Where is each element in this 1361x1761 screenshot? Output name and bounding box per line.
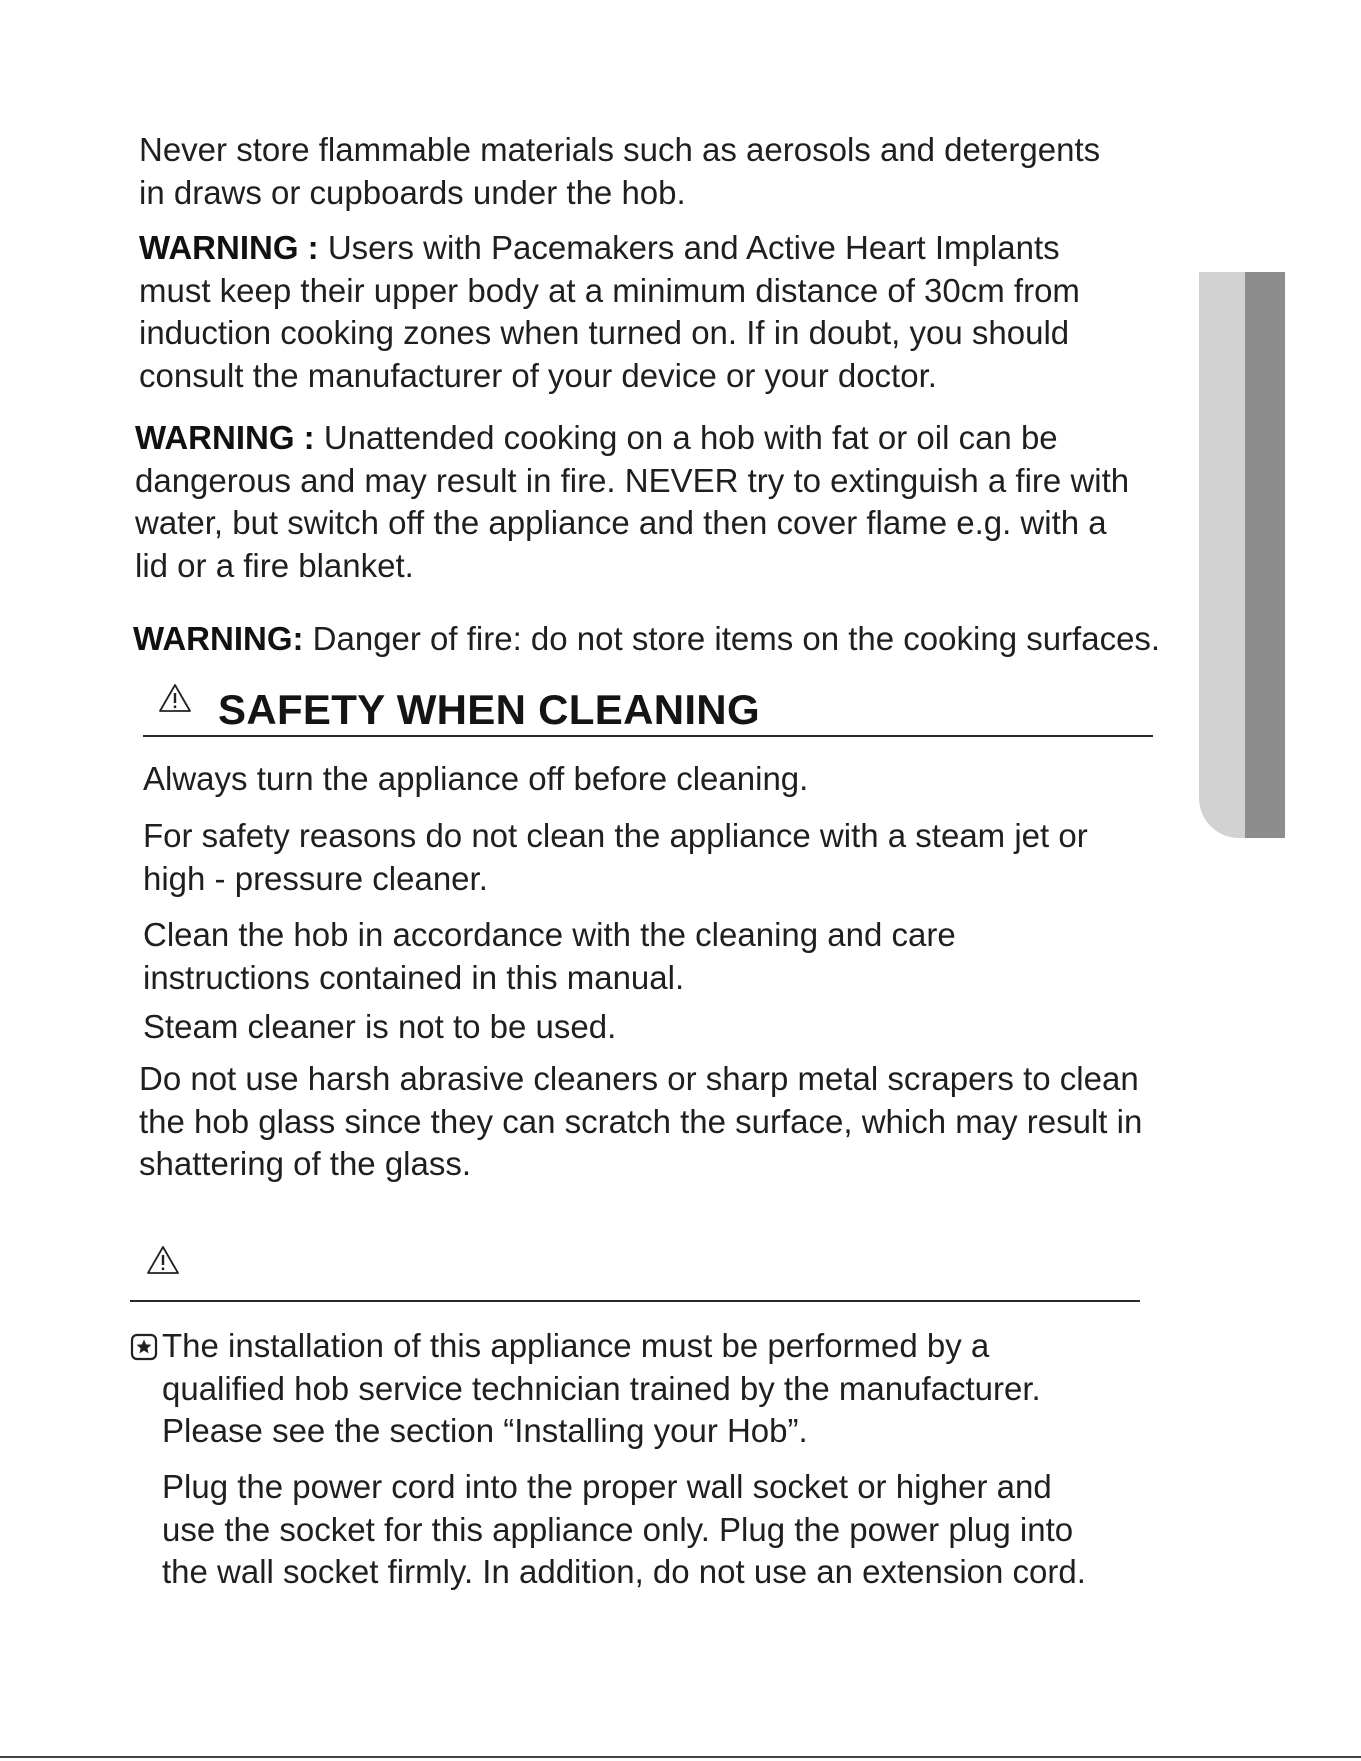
installation-item bbox=[162, 1325, 1041, 1453]
text-line: Plug the power cord into the proper wall socket or higher and bbox=[162, 1468, 1052, 1505]
cleaning-item bbox=[143, 758, 808, 801]
cleaning-item bbox=[139, 1058, 1142, 1186]
warning-label: WARNING : bbox=[135, 419, 315, 456]
text-line: Do not use harsh abrasive cleaners or sharp metal scrapers to clean bbox=[139, 1060, 1139, 1097]
text-line: Never store flammable materials such as aerosols and detergents bbox=[139, 131, 1101, 168]
text-line: Always turn the appliance off before cleaning. bbox=[143, 760, 809, 797]
cleaning-item bbox=[143, 815, 1088, 900]
text-line: water, but switch off the appliance and then cover flame e.g. with a bbox=[135, 504, 1107, 541]
page-bottom-edge bbox=[0, 1756, 1361, 1758]
side-tab-dark bbox=[1245, 272, 1285, 838]
section-title-safety-cleaning: SAFETY WHEN CLEANING bbox=[218, 686, 760, 733]
text-line: For safety reasons do not clean the appliance with a steam jet or bbox=[143, 817, 1088, 854]
flammable-storage-paragraph bbox=[139, 129, 1100, 214]
text-line: Danger of fire: do not store items on the cooking surfaces. bbox=[303, 620, 1161, 657]
cleaning-item bbox=[143, 914, 956, 999]
section-divider bbox=[143, 735, 1153, 737]
text-line: must keep their upper body at a minimum distance of 30cm from bbox=[139, 271, 1080, 309]
star-checkbox-icon bbox=[130, 1333, 158, 1361]
text-line: high - pressure cleaner. bbox=[143, 859, 488, 897]
warning-triangle-icon bbox=[146, 1245, 180, 1275]
text-line: shattering of the glass. bbox=[139, 1145, 472, 1182]
cleaning-item bbox=[143, 1006, 616, 1049]
text-line: use the socket for this appliance only. Plug the power plug into bbox=[162, 1510, 1074, 1548]
side-tab-light bbox=[1199, 272, 1245, 838]
text-line: in draws or cupboards under the hob. bbox=[139, 173, 686, 211]
text-line: Clean the hob in accordance with the cleaning and care bbox=[143, 916, 956, 953]
fat-oil-fire-warning bbox=[135, 417, 1129, 587]
warning-label: WARNING: bbox=[133, 620, 304, 657]
warning-triangle-icon bbox=[158, 683, 192, 713]
text-line: Unattended cooking on a hob with fat or oil can be bbox=[314, 419, 1058, 456]
text-line: The installation of this appliance must be performed by a bbox=[162, 1327, 990, 1364]
text-line: dangerous and may result in fire. NEVER try to extinguish a fire with bbox=[135, 461, 1130, 499]
text-line: lid or a fire blanket. bbox=[135, 546, 414, 584]
text-line: Users with Pacemakers and Active Heart Implants bbox=[318, 229, 1060, 266]
pacemaker-warning bbox=[139, 227, 1080, 397]
text-line: consult the manufacturer of your device or your doctor. bbox=[139, 356, 937, 394]
text-line: qualified hob service technician trained by the manufacturer. bbox=[162, 1369, 1041, 1407]
fire-danger-warning bbox=[133, 618, 1160, 661]
text-line: induction cooking zones when turned on. If in doubt, you should bbox=[139, 314, 1070, 351]
text-line: Steam cleaner is not to be used. bbox=[143, 1008, 617, 1045]
installation-item bbox=[162, 1466, 1086, 1594]
section-divider bbox=[130, 1300, 1140, 1302]
text-line: the hob glass since they can scratch the surface, which may result in bbox=[139, 1102, 1143, 1140]
text-line: instructions contained in this manual. bbox=[143, 958, 685, 996]
text-line: Please see the section “Installing your Hob”. bbox=[162, 1412, 808, 1449]
text-line: the wall socket firmly. In addition, do not use an extension cord. bbox=[162, 1553, 1086, 1590]
warning-label: WARNING : bbox=[139, 229, 319, 266]
